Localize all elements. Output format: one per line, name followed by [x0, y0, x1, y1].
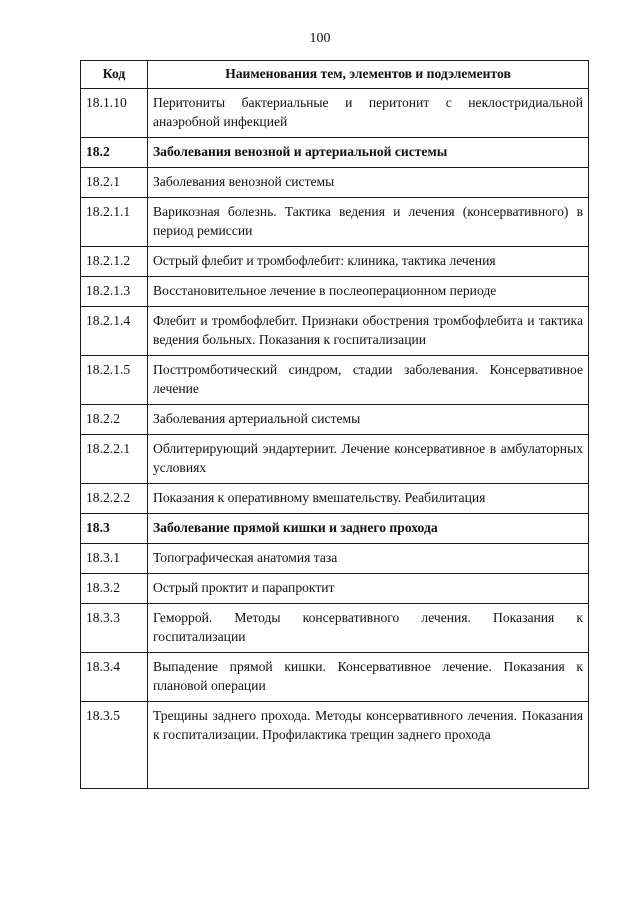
row-code: 18.2.2.1 [81, 435, 148, 484]
table-row [81, 702, 589, 789]
table-header-row [81, 61, 589, 89]
row-name: Трещины заднего прохода. Методы консервативного лечения. Показания к госпитализации. Профилактика трещин заднего прохода [148, 702, 589, 789]
row-code: 18.3.3 [81, 604, 148, 653]
row-code: 18.2.1.1 [81, 198, 148, 247]
row-code: 18.2.1.3 [81, 277, 148, 307]
row-code: 18.3.5 [81, 702, 148, 789]
row-code: 18.3.4 [81, 653, 148, 702]
row-name: Острый флебит и тромбофлебит: клиника, тактика лечения [148, 247, 589, 277]
row-code: 18.2.2 [81, 405, 148, 435]
table-row [81, 653, 589, 702]
row-code: 18.3.1 [81, 544, 148, 574]
table-row [81, 168, 589, 198]
table-row [81, 198, 589, 247]
table-row [81, 544, 589, 574]
table-row-section [81, 514, 589, 544]
row-name: Заболевания артериальной системы [148, 405, 589, 435]
row-name: Восстановительное лечение в послеоперационном периоде [148, 277, 589, 307]
row-code: 18.2.2.2 [81, 484, 148, 514]
row-code: 18.3 [81, 514, 148, 544]
table-row-section [81, 138, 589, 168]
table-row [81, 247, 589, 277]
table-row [81, 574, 589, 604]
row-name: Заболевание прямой кишки и заднего прохода [148, 514, 589, 544]
table-row [81, 356, 589, 405]
row-code: 18.1.10 [81, 89, 148, 138]
row-code: 18.2.1.4 [81, 307, 148, 356]
header-name: Наименования тем, элементов и подэлементов [148, 61, 589, 89]
page-number: 100 [309, 31, 331, 46]
row-code: 18.3.2 [81, 574, 148, 604]
row-name: Геморрой. Методы консервативного лечения. Показания к госпитализации [148, 604, 589, 653]
table-body [81, 89, 589, 789]
row-name: Варикозная болезнь. Тактика ведения и лечения (консервативного) в период ремиссии [148, 198, 589, 247]
table-row [81, 435, 589, 484]
row-name: Выпадение прямой кишки. Консервативное лечение. Показания к плановой операции [148, 653, 589, 702]
row-name: Заболевания венозной системы [148, 168, 589, 198]
row-name: Показания к оперативному вмешательству. Реабилитация [148, 484, 589, 514]
table-row [81, 307, 589, 356]
row-name: Заболевания венозной и артериальной системы [148, 138, 589, 168]
row-code: 18.2.1 [81, 168, 148, 198]
row-name: Перитониты бактериальные и перитонит с неклостридиальной анаэробной инфекцией [148, 89, 589, 138]
table-row [81, 89, 589, 138]
table-row [81, 604, 589, 653]
table-row [81, 484, 589, 514]
row-name: Острый проктит и парапроктит [148, 574, 589, 604]
table-row [81, 405, 589, 435]
row-name: Облитерирующий эндартериит. Лечение консервативное в амбулаторных условиях [148, 435, 589, 484]
row-code: 18.2 [81, 138, 148, 168]
row-code: 18.2.1.5 [81, 356, 148, 405]
header-code: Код [81, 61, 148, 89]
curriculum-table [80, 60, 589, 789]
row-name: Топографическая анатомия таза [148, 544, 589, 574]
table-row [81, 277, 589, 307]
row-name: Флебит и тромбофлебит. Признаки обострения тромбофлебита и тактика ведения больных. Показания к госпитализации [148, 307, 589, 356]
row-code: 18.2.1.2 [81, 247, 148, 277]
row-name: Посттромботический синдром, стадии заболевания. Консервативное лечение [148, 356, 589, 405]
